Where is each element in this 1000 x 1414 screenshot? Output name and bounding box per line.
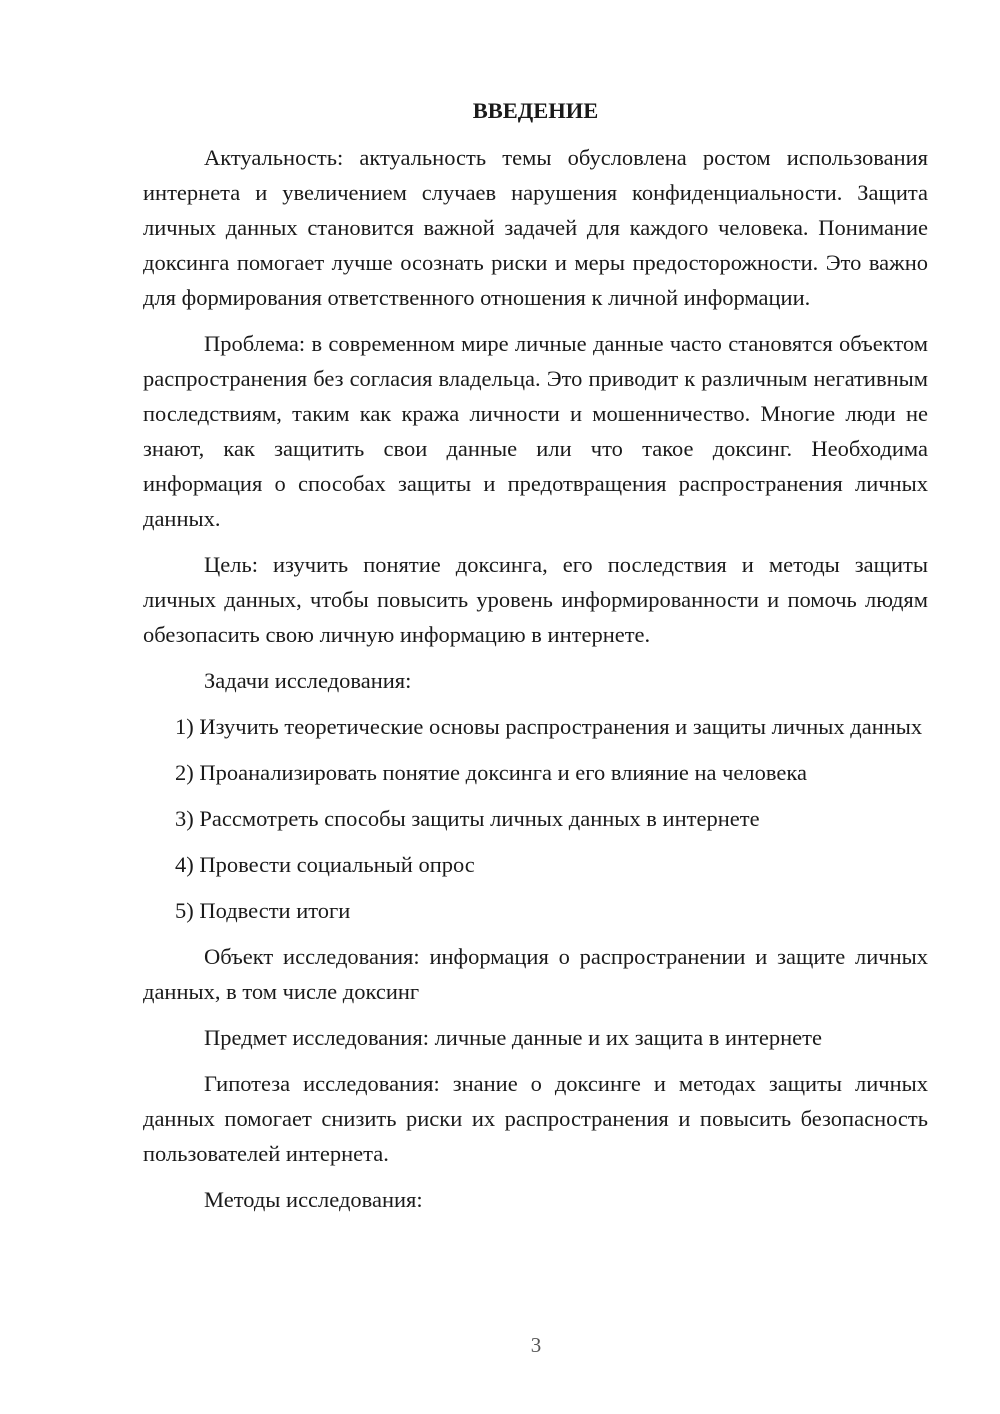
task-item-2: 2) Проанализировать понятие доксинга и его влияние на человека [175, 760, 807, 785]
subject-paragraph: Предмет исследования: личные данные и их защита в интернете [204, 1025, 822, 1050]
object-paragraph: Объект исследования: информация о распространении и защите личных данных, в том числе доксинг [143, 944, 928, 1004]
task-item-1: 1) Изучить теоретические основы распространения и защиты личных данных [175, 714, 923, 739]
problem-paragraph: Проблема: в современном мире личные данные часто становятся объектом распространения без согласия владельца. Это приводит к различным негативным последствиям, таким как кража личности и мошенничество. Многие люди не знают, как защитить свои данные или что такое доксинг. Необходима информация о способах защиты и предотвращения распространения личных данных. [143, 331, 928, 531]
methods-title: Методы исследования: [204, 1187, 423, 1212]
task-item-5: 5) Подвести итоги [175, 898, 351, 923]
hypothesis-paragraph: Гипотеза исследования: знание о доксинге и методах защиты личных данных помогает снизить риски их распространения и повысить безопасность пользователей интернета. [143, 1071, 928, 1166]
tasks-title: Задачи исследования: [204, 668, 412, 693]
task-item-4: 4) Провести социальный опрос [175, 852, 475, 877]
page-number: 3 [530, 1333, 542, 1357]
relevance-paragraph: Актуальность: актуальность темы обусловлена ростом использования интернета и увеличением случаев нарушения конфиденциальности. Защита личных данных становится важной задачей для каждого человека. Понимание доксинга помогает лучше осознать риски и меры предосторожности. Это важно для формирования ответственного отношения к личной информации. [143, 145, 928, 310]
section-heading: ВВЕДЕНИЕ [472, 98, 599, 123]
document-page [143, 95, 928, 1228]
task-item-3: 3) Рассмотреть способы защиты личных данных в интернете [175, 806, 760, 831]
goal-paragraph: Цель: изучить понятие доксинга, его последствия и методы защиты личных данных, чтобы повысить уровень информированности и помочь людям обезопасить свою личную информацию в интернете. [143, 552, 928, 647]
